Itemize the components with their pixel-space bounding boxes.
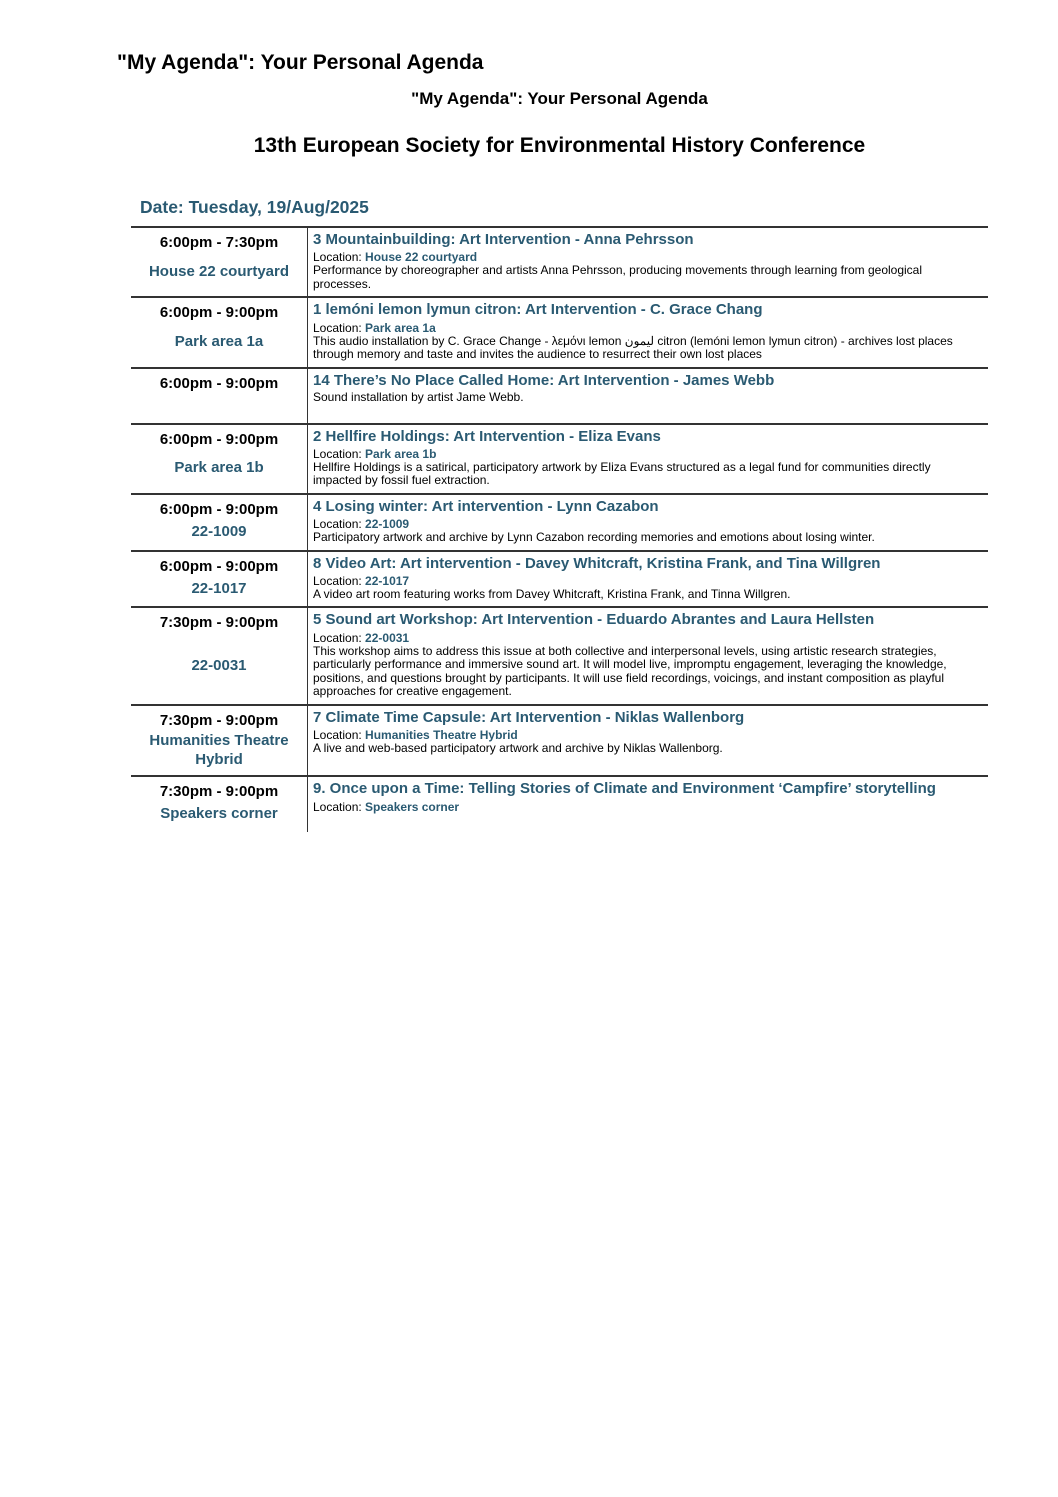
agenda-row: [131, 367, 988, 423]
time-room-cell: [131, 608, 307, 703]
location-value: Park area 1a: [365, 320, 436, 335]
location-label: Location:: [313, 630, 362, 645]
agenda-table: [131, 226, 988, 832]
location-line: [313, 631, 982, 645]
time-room-cell: [131, 369, 307, 423]
time-room-cell: [131, 495, 307, 550]
session-details-cell: [307, 228, 988, 296]
room-wrap: [135, 322, 303, 362]
room-wrap: [135, 730, 303, 772]
session-time: 6:00pm - 9:00pm: [159, 557, 279, 575]
session-description: This audio installation by C. Grace Change - λεμόνι lemon ليمون citron (lemóni lemon lymun citron) - archives lost places through memory and taste and invites the audience to resurrect their own lost places: [313, 333, 953, 362]
location-label: Location:: [313, 446, 362, 461]
session-time: 6:00pm - 9:00pm: [159, 430, 279, 448]
location-line: [313, 800, 982, 814]
session-details-cell: [307, 369, 988, 423]
session-details-cell: [307, 552, 988, 607]
location-label: Location:: [313, 573, 362, 588]
time-room-cell: [131, 298, 307, 366]
session-room: Park area 1b: [174, 459, 264, 477]
time-room-cell: [131, 425, 307, 493]
session-title: 8 Video Art: Art intervention - Davey Whitcraft, Kristina Frank, and Tina Willgren: [313, 554, 881, 572]
session-time: 6:00pm - 9:00pm: [159, 304, 279, 322]
session-details-cell: [307, 298, 988, 366]
time-room-cell: [131, 228, 307, 296]
session-room: Humanities Theatre Hybrid: [149, 731, 289, 768]
session-details-cell: [307, 495, 988, 550]
location-value: 22-0031: [365, 630, 410, 645]
location-label: Location:: [313, 799, 362, 814]
location-value: Humanities Theatre Hybrid: [365, 728, 518, 743]
session-time: 7:30pm - 9:00pm: [159, 711, 279, 729]
session-details-cell: [307, 706, 988, 776]
location-label: Location:: [313, 320, 362, 335]
agenda-row: [131, 423, 988, 493]
session-time: 6:00pm - 7:30pm: [159, 234, 279, 251]
time-room-cell: [131, 706, 307, 776]
session-details-cell: [307, 425, 988, 493]
date-heading: Date: Tuesday, 19/Aug/2025: [140, 197, 369, 217]
time-room-cell: [131, 552, 307, 607]
room-wrap: [135, 801, 303, 828]
session-title: 7 Climate Time Capsule: Art Intervention - Niklas Wallenborg: [313, 708, 745, 726]
session-description: This workshop aims to address this issue at both collective and interpersonal levels, using artistic research strategies, particularly performance and immersive sound art. It will model live, impromptu engagement, leveraging the knowledge, positions, and questions brought by participants. It will use field recordings, voicings, and instant composition as playful approaches for creative engagement.: [313, 643, 947, 699]
session-title: 4 Losing winter: Art intervention - Lynn Cazabon: [313, 497, 659, 515]
session-title: 3 Mountainbuilding: Art Intervention - Anna Pehrsson: [313, 231, 694, 248]
session-title: 9. Once upon a Time: Telling Stories of Climate and Environment ‘Campfire’ storytelling: [313, 780, 936, 798]
session-description: Participatory artwork and archive by Lynn Cazabon recording memories and emotions about losing winter.: [313, 530, 875, 545]
session-time: 7:30pm - 9:00pm: [159, 614, 279, 632]
room-wrap: [135, 576, 303, 603]
session-time: 7:30pm - 9:00pm: [159, 783, 279, 801]
location-value: Park area 1b: [365, 446, 437, 461]
agenda-row: [131, 296, 988, 366]
room-wrap: [135, 449, 303, 489]
session-room: Speakers corner: [160, 805, 278, 823]
session-title: 2 Hellfire Holdings: Art Intervention - Eliza Evans: [313, 427, 661, 445]
agenda-row: [131, 226, 988, 296]
session-description: Performance by choreographer and artists Anna Pehrsson, producing movements through learning from geological processes.: [313, 263, 923, 291]
session-room: 22-1017: [191, 579, 247, 597]
page-subtitle: "My Agenda": Your Personal Agenda: [411, 89, 708, 108]
location-label: Location:: [313, 250, 362, 265]
location-label: Location:: [313, 517, 362, 532]
location-value: 22-1017: [365, 573, 410, 588]
session-room: Park area 1a: [174, 333, 264, 351]
location-line: [313, 321, 982, 335]
location-value: Speakers corner: [365, 799, 460, 814]
room-wrap: [135, 632, 303, 699]
session-room: 22-1009: [191, 522, 247, 540]
session-title: 5 Sound art Workshop: Art Intervention - Eduardo Abrantes and Laura Hellsten: [313, 611, 875, 629]
location-label: Location:: [313, 728, 362, 743]
room-wrap: [135, 519, 303, 546]
agenda-row: [131, 606, 988, 703]
session-room: 22-0031: [191, 656, 247, 674]
location-line: [313, 447, 982, 461]
agenda-row: [131, 775, 988, 832]
agenda-row: [131, 493, 988, 550]
session-details-cell: [307, 608, 988, 703]
session-description: A live and web-based participatory artwork and archive by Niklas Wallenborg.: [313, 741, 723, 756]
location-line: [313, 728, 982, 742]
session-time: 6:00pm - 9:00pm: [159, 500, 279, 518]
location-line: [313, 574, 982, 588]
session-time: 6:00pm - 9:00pm: [159, 374, 279, 392]
location-line: [313, 517, 982, 531]
room-wrap: [135, 252, 303, 292]
location-line: [313, 250, 982, 264]
location-value: 22-1009: [365, 517, 410, 532]
session-details-cell: [307, 777, 988, 832]
agenda-row: [131, 704, 988, 776]
agenda-row: [131, 550, 988, 607]
time-room-cell: [131, 777, 307, 832]
session-description: A video art room featuring works from Davey Whitcraft, Kristina Frank, and Tinna Willgren.: [313, 586, 791, 601]
session-description: Hellfire Holdings is a satirical, participatory artwork by Eliza Evans structured as a legal fund for communities directly impacted by fossil fuel extraction.: [313, 459, 931, 488]
conference-title: 13th European Society for Environmental History Conference: [253, 134, 866, 157]
page-title: "My Agenda": Your Personal Agenda: [117, 51, 484, 74]
session-description: Sound installation by artist Jame Webb.: [313, 389, 524, 404]
location-value: House 22 courtyard: [365, 250, 478, 265]
session-title: 14 There’s No Place Called Home: Art Intervention - James Webb: [313, 371, 775, 389]
session-title: 1 lemóni lemon lymun citron: Art Intervention - C. Grace Chang: [313, 301, 763, 319]
session-room: House 22 courtyard: [148, 262, 290, 280]
